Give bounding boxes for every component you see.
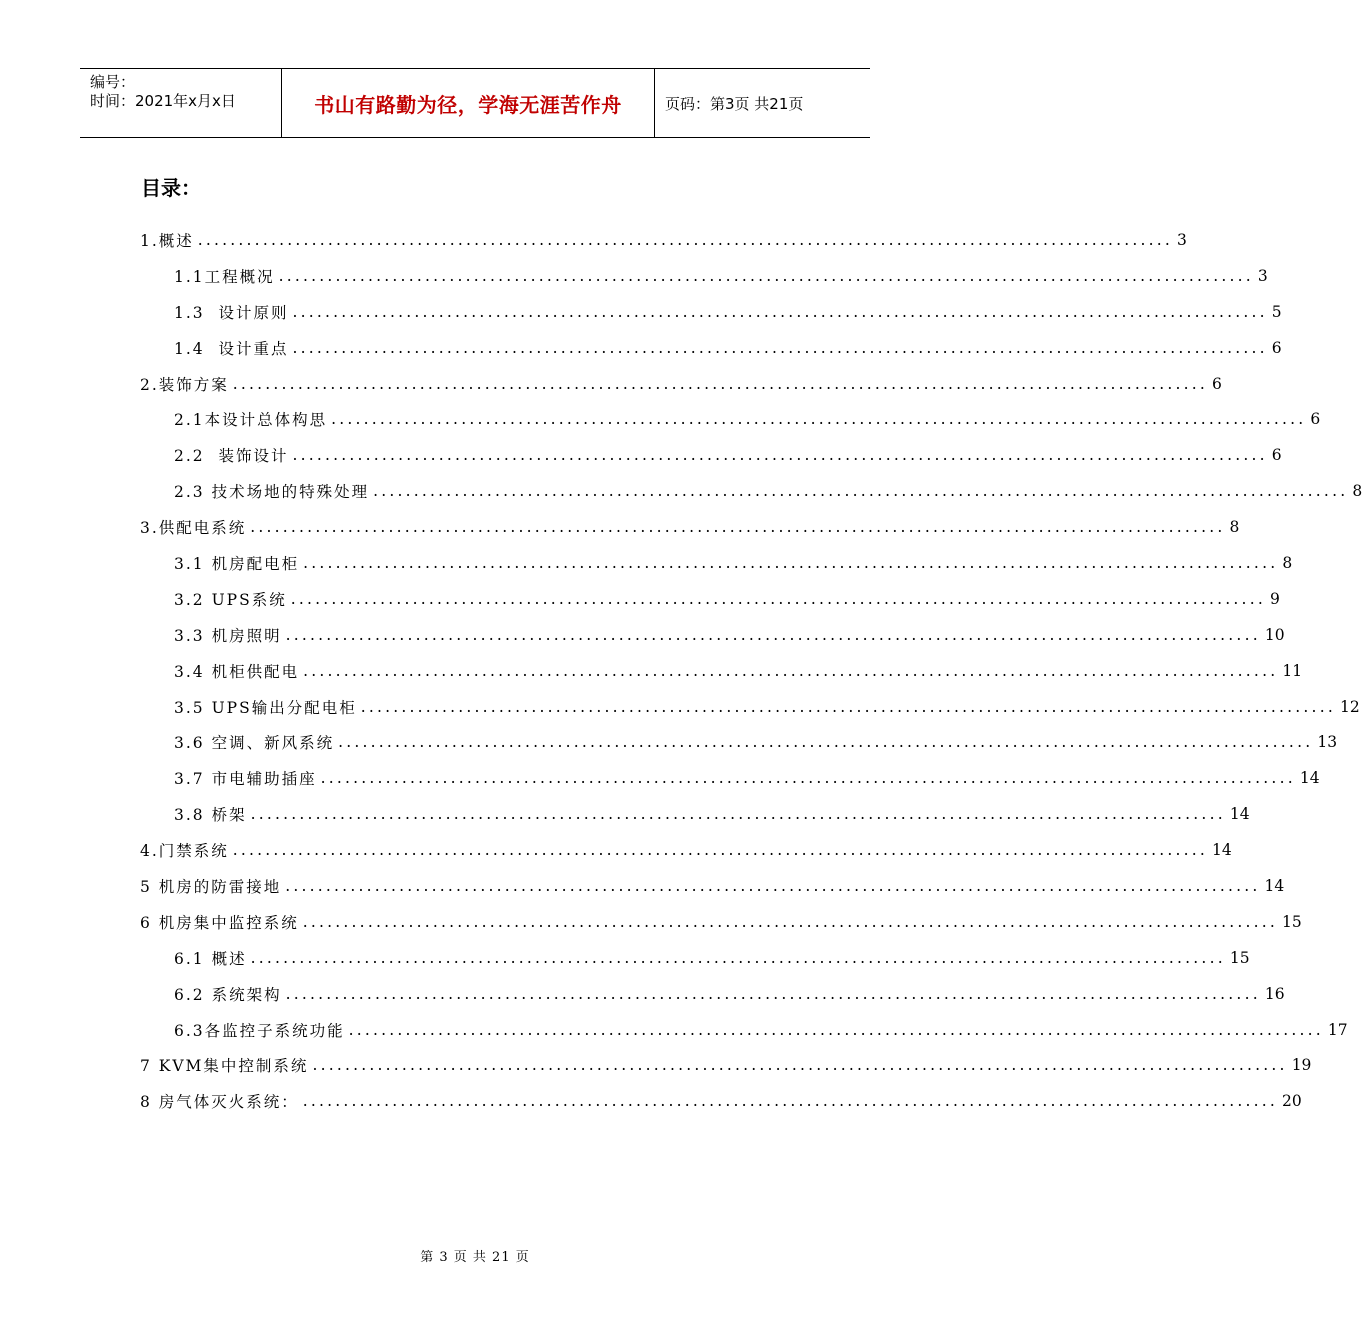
toc-entry[interactable] xyxy=(140,258,1268,294)
toc-entry-label: 2.2 装饰设计 xyxy=(174,444,291,466)
header-meta xyxy=(80,69,282,137)
toc-entry-page-number: 3 xyxy=(1177,230,1187,249)
toc-dot-leader: ........................................................................................................................ xyxy=(290,589,1266,608)
toc-entry-label: 3.供配电系统 xyxy=(140,516,248,538)
toc-dot-leader: ........................................................................................................................ xyxy=(285,625,1261,644)
toc-entry-label: 1.4 设计重点 xyxy=(174,337,291,359)
toc-entry-page-number: 14 xyxy=(1212,841,1232,860)
toc-entry[interactable] xyxy=(140,330,1282,366)
header-motto: 书山有路勤为径，学海无涯苦作舟 xyxy=(282,69,655,137)
toc-entry-label: 1.1工程概况 xyxy=(174,265,277,287)
toc-entry-page-number: 6 xyxy=(1310,410,1321,429)
toc-entry-page-number: 6 xyxy=(1271,338,1282,357)
document-number-label: 编号： xyxy=(90,73,136,91)
toc-entry-label: 3.3 机房照明 xyxy=(174,624,284,646)
toc-entry-label: 6.3各监控子系统功能 xyxy=(174,1019,347,1041)
toc-entry-label: 6 机房集中监控系统 xyxy=(140,911,301,933)
toc-entry[interactable] xyxy=(140,832,1232,868)
toc-entry[interactable] xyxy=(140,617,1285,653)
toc-dot-leader: ........................................................................................................................ xyxy=(278,266,1254,285)
toc-entry-label: 2.1本设计总体构思 xyxy=(174,408,329,430)
toc-entry-label: 3.6 空调、新风系统 xyxy=(174,731,336,753)
toc-entry-label: 3.8 桥架 xyxy=(174,803,249,825)
toc-entry-label: 7 KVM集中控制系统 xyxy=(140,1054,310,1076)
toc-dot-leader: ........................................................................................................................ xyxy=(292,302,1268,321)
toc-entry[interactable] xyxy=(140,940,1250,976)
toc-entry-page-number: 12 xyxy=(1339,697,1360,716)
toc-entry-label: 3.7 市电辅助插座 xyxy=(174,767,319,789)
toc-entry-page-number: 14 xyxy=(1299,769,1320,788)
toc-entry-label: 8 房气体灭火系统： xyxy=(140,1090,301,1112)
document-date: 时间：2021年x月x日 xyxy=(90,92,236,110)
toc-dot-leader: ........................................................................................................................ xyxy=(250,948,1226,967)
toc-dot-leader: ........................................................................................................................ xyxy=(320,769,1296,788)
toc-dot-leader: ........................................................................................................................ xyxy=(250,805,1226,824)
toc-entry-page-number: 15 xyxy=(1282,912,1302,931)
toc-dot-leader: ........................................................................................................................ xyxy=(232,841,1209,860)
toc-entry-page-number: 10 xyxy=(1264,625,1285,644)
toc-dot-leader: ........................................................................................................................ xyxy=(250,518,1226,537)
toc-entry-page-number: 16 xyxy=(1264,984,1285,1003)
toc-entry[interactable] xyxy=(140,976,1285,1012)
toc-entry[interactable] xyxy=(140,653,1303,689)
toc-entry-label: 4.门禁系统 xyxy=(140,839,231,861)
toc-entry-label: 1.3 设计原则 xyxy=(174,301,291,323)
toc-dot-leader: ........................................................................................................................ xyxy=(285,984,1261,1003)
toc-dot-leader: ........................................................................................................................ xyxy=(292,446,1268,465)
toc-entry-page-number: 5 xyxy=(1271,302,1282,321)
toc-dot-leader: ........................................................................................................................ xyxy=(197,230,1174,249)
toc-entry-label: 3.1 机房配电柜 xyxy=(174,552,301,574)
toc-title: 目录： xyxy=(141,176,201,200)
toc-entry-page-number: 19 xyxy=(1291,1056,1312,1075)
toc-entry-label: 5 机房的防雷接地 xyxy=(140,875,283,897)
toc-entry[interactable] xyxy=(140,473,1362,509)
toc-entry-label: 3.5 UPS输出分配电柜 xyxy=(174,696,359,718)
toc-dot-leader: ........................................................................................................................ xyxy=(360,697,1336,716)
toc-entry-page-number: 14 xyxy=(1264,876,1285,895)
toc-entry[interactable] xyxy=(140,581,1280,617)
toc-entry[interactable] xyxy=(140,366,1222,402)
toc-entry-label: 2.3 技术场地的特殊处理 xyxy=(174,480,371,502)
toc-entry[interactable] xyxy=(140,1012,1348,1048)
toc-dot-leader: ........................................................................................................................ xyxy=(302,1092,1279,1111)
toc-entry[interactable] xyxy=(140,724,1338,760)
toc-entry[interactable] xyxy=(140,294,1282,330)
toc-dot-leader: ........................................................................................................................ xyxy=(348,1020,1324,1039)
toc-entry-page-number: 15 xyxy=(1229,948,1250,967)
toc-entry-label: 6.1 概述 xyxy=(174,947,249,969)
toc-dot-leader: ........................................................................................................................ xyxy=(232,374,1209,393)
toc-entry-page-number: 8 xyxy=(1282,553,1293,572)
toc-entry[interactable] xyxy=(140,1047,1312,1083)
toc-entry[interactable] xyxy=(140,401,1321,437)
toc-dot-leader: ........................................................................................................................ xyxy=(303,661,1279,680)
toc-entry[interactable] xyxy=(140,868,1285,904)
toc-entry-page-number: 3 xyxy=(1257,266,1268,285)
toc-dot-leader: ........................................................................................................................ xyxy=(331,410,1307,429)
toc-entry[interactable] xyxy=(140,760,1320,796)
toc-entry[interactable] xyxy=(140,1083,1302,1119)
toc-entry[interactable] xyxy=(140,904,1302,940)
page-footer: 第 3 页 共 21 页 xyxy=(420,1250,530,1265)
toc-entry[interactable] xyxy=(140,509,1240,545)
toc-entry-label: 3.4 机柜供配电 xyxy=(174,660,301,682)
toc-entry-page-number: 8 xyxy=(1352,482,1362,501)
toc-dot-leader: ........................................................................................................................ xyxy=(373,482,1349,501)
toc-entry[interactable] xyxy=(140,222,1187,258)
toc-dot-leader: ........................................................................................................................ xyxy=(312,1056,1288,1075)
toc-entry-page-number: 11 xyxy=(1282,661,1303,680)
toc-entry-page-number: 14 xyxy=(1229,805,1250,824)
page-header xyxy=(80,68,870,138)
toc-dot-leader: ........................................................................................................................ xyxy=(292,338,1268,357)
table-of-contents xyxy=(140,222,1362,1119)
toc-entry[interactable] xyxy=(140,545,1293,581)
toc-entry-page-number: 17 xyxy=(1327,1020,1348,1039)
toc-entry-page-number: 13 xyxy=(1317,733,1338,752)
toc-entry-page-number: 6 xyxy=(1212,374,1222,393)
toc-dot-leader: ........................................................................................................................ xyxy=(338,733,1314,752)
toc-entry-label: 2.装饰方案 xyxy=(140,373,231,395)
toc-entry-page-number: 20 xyxy=(1282,1092,1302,1111)
toc-entry[interactable] xyxy=(140,689,1360,725)
toc-entry-page-number: 8 xyxy=(1229,518,1240,537)
toc-dot-leader: ........................................................................................................................ xyxy=(302,912,1279,931)
toc-entry[interactable] xyxy=(140,796,1250,832)
toc-entry-label: 1.概述 xyxy=(140,229,196,251)
toc-dot-leader: ........................................................................................................................ xyxy=(285,876,1261,895)
toc-entry-page-number: 6 xyxy=(1271,446,1282,465)
toc-dot-leader: ........................................................................................................................ xyxy=(303,553,1279,572)
toc-entry-label: 6.2 系统架构 xyxy=(174,983,284,1005)
toc-entry[interactable] xyxy=(140,437,1282,473)
toc-entry-page-number: 9 xyxy=(1269,589,1280,608)
toc-entry-label: 3.2 UPS系统 xyxy=(174,588,289,610)
header-page-info: 页码：第3页 共21页 xyxy=(665,94,804,113)
